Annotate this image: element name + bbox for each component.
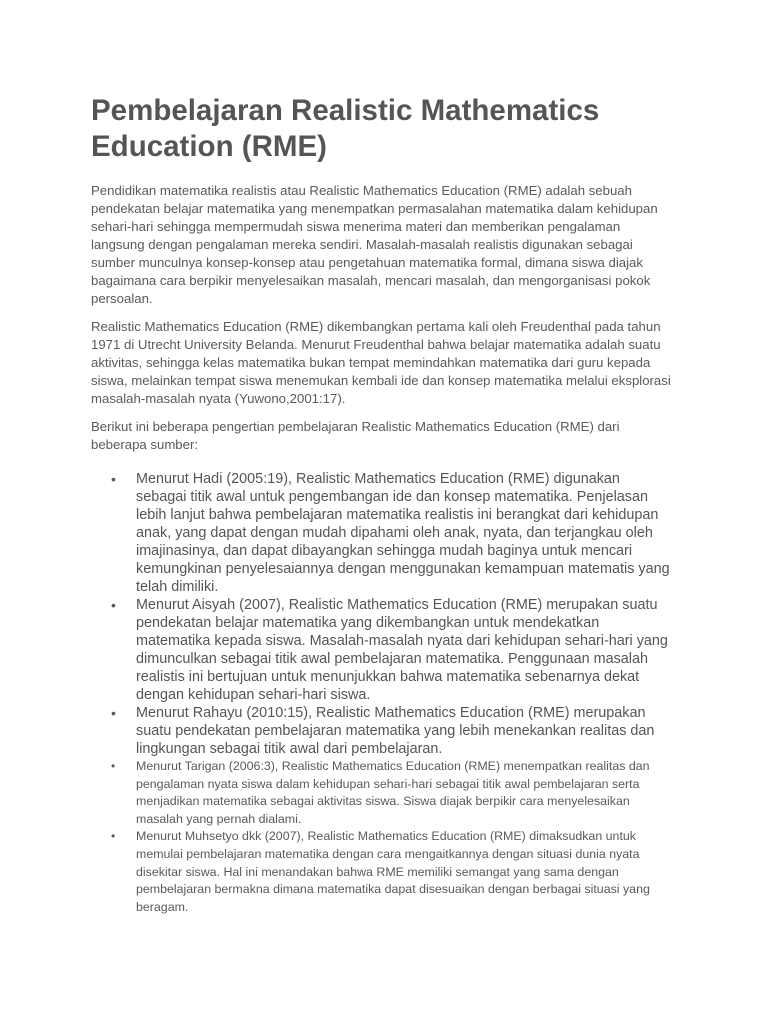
list-item [91, 596, 671, 704]
bullet-icon: • [111, 829, 116, 844]
paragraph-intro: Pendidikan matematika realistis atau Realistic Mathematics Education (RME) adalah sebuah pendekatan belajar matematika yang menempatkan permasalahan matematika dalam kehidupan sehari-hari sehingga mempermudah siswa menerima materi dan memberikan pengalaman langsung dengan pengalaman mereka sendiri. Masalah-masalah realistis digunakan sebagai sumber munculnya konsep-konsep atau pengetahuan matematika formal, dimana siswa diajak bagaimana cara berpikir menyelesaikan masalah, mencari masalah, dan mengorganisasi pokok persoalan. [91, 183, 658, 306]
definitions-list [91, 470, 671, 916]
list-item-text: Menurut Aisyah (2007), Realistic Mathematics Education (RME) merupakan suatu pendekatan belajar matematika yang dikembangkan untuk mendekatkan matematika kepada siswa. Masalah-masalah nyata dari kehidupan sehari-hari yang dimunculkan sebagai titik awal pembelajaran matematika. Penggunaan masalah realistis ini bertujuan untuk menunjukkan bahwa matematika sebenarnya dekat dengan kehidupan sehari-hari siswa. [136, 597, 668, 703]
bullet-icon: • [111, 705, 116, 721]
list-item [91, 704, 671, 758]
list-item-text: Menurut Rahayu (2010:15), Realistic Mathematics Education (RME) merupakan suatu pendekatan pembelajaran matematika yang lebih menekankan realitas dan lingkungan sebagai titik awal dari pembelajaran. [136, 705, 655, 757]
bullet-icon: • [111, 597, 116, 613]
bullet-icon: • [111, 471, 116, 487]
list-item-text: Menurut Tarigan (2006:3), Realistic Mathematics Education (RME) menempatkan realitas dan pengalaman nyata siswa dalam kehidupan sehari-hari sebagai titik awal pembelajaran serta menjadikan matematika sebagai aktivitas siswa. Siswa diajak berpikir cara menyelesaikan masalah yang pernah dialami. [136, 759, 650, 826]
list-item [91, 758, 671, 828]
paragraph-history: Realistic Mathematics Education (RME) dikembangkan pertama kali oleh Freudenthal pada tahun 1971 di Utrecht University Belanda. Menurut Freudenthal bahwa belajar matematika adalah suatu aktivitas, sehingga kelas matematika bukan tempat memindahkan matematika dari guru kepada siswa, melainkan tempat siswa menemukan kembali ide dan konsep matematika melalui eksplorasi masalah-masalah nyata (Yuwono,2001:17). [91, 319, 671, 406]
page-title: Pembelajaran Realistic Mathematics Education (RME) [91, 94, 600, 163]
list-item [91, 828, 671, 916]
list-item-text: Menurut Muhsetyo dkk (2007), Realistic Mathematics Education (RME) dimaksudkan untuk memulai pembelajaran matematika dengan cara mengaitkannya dengan situasi dunia nyata disekitar siswa. Hal ini menandakan bahwa RME memiliki semangat yang sama dengan pembelajaran bermakna dimana matematika dapat disesuaikan dengan berbagai situasi yang beragam. [136, 829, 650, 914]
bullet-icon: • [111, 759, 116, 773]
list-item-text: Menurut Hadi (2005:19), Realistic Mathematics Education (RME) digunakan sebagai titik awal untuk pengembangan ide dan konsep matematika. Penjelasan lebih lanjut bahwa pembelajaran matematika realistis ini berangkat dari kehidupan anak, yang dapat dengan mudah dipahami oleh anak, nyata, dan terjangkau oleh imajinasinya, dan dapat dibayangkan sehingga mudah baginya untuk mencari kemungkinan penyelesaiannya dengan menggunakan kemampuan matematis yang telah dimiliki. [136, 471, 670, 595]
paragraph-list-lead: Berikut ini beberapa pengertian pembelajaran Realistic Mathematics Education (RME) dari beberapa sumber: [91, 419, 620, 452]
document-page [91, 93, 671, 916]
list-item [91, 470, 671, 596]
